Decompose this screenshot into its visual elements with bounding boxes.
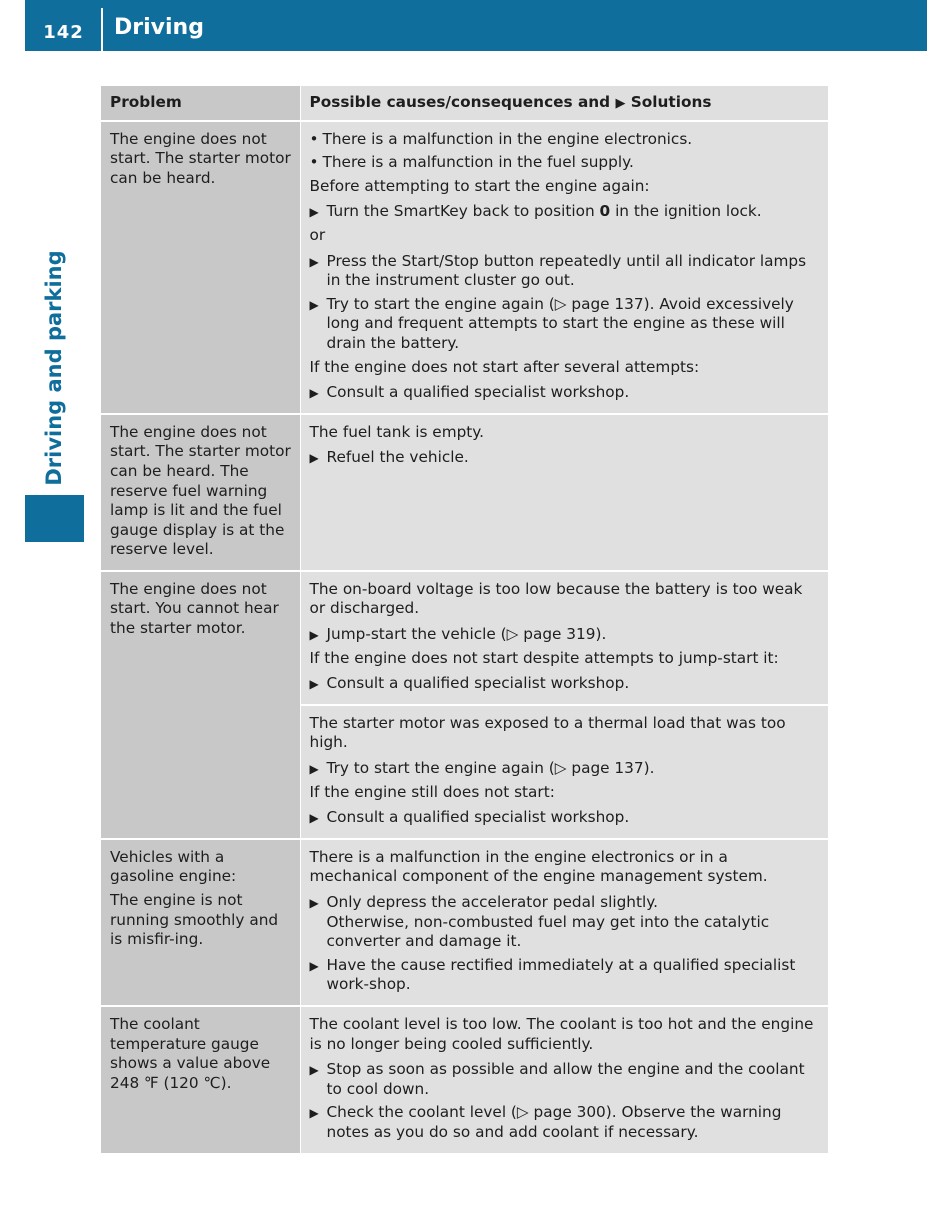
step-text: Consult a qualified specialist workshop. [326,674,630,693]
step-text: Press the Start/Stop button repeatedly until all indicator lamps in the instrument cluster go out. [326,251,807,290]
step-arrow-icon: ▶ [309,628,319,643]
cause-text: If the engine still does not start: [309,782,555,801]
step-text: Check the coolant level (▷ page 300). Observe the warning notes as you do so and add coolant if necessary. [326,1103,782,1141]
or-text: or [309,225,326,244]
step-arrow-icon: ▶ [309,451,319,466]
cause-text: If the engine does not start despite attempts to jump-start it: [309,648,779,667]
table-row [101,839,828,1006]
table-row [101,1006,828,1153]
step-arrow-icon: ▶ [309,677,319,692]
header-divider [101,8,103,51]
cause-text: Before attempting to start the engine again: [309,176,650,195]
side-section-tab [25,495,84,542]
table-row [101,121,828,414]
column-header-solutions-suffix: Solutions [630,93,712,111]
step-text: Stop as soon as possible and allow the engine and the coolant to cool down. [326,1060,805,1098]
table-header-row [101,86,828,121]
problem-cell [101,571,300,839]
problem-cell [101,1006,300,1153]
step-item [310,252,821,291]
problem-text: The engine does not start. You cannot hear the starter motor. [110,579,279,638]
step-text: Only depress the accelerator pedal slightly. [326,893,658,911]
cause-text: The coolant level is too low. The coolant is too hot and the engine is no longer being cooled sufficiently. [309,1014,814,1053]
step-arrow-icon: ▶ [309,254,319,269]
step-item [310,383,821,403]
step-item [310,893,821,952]
solution-cell [300,414,828,571]
column-header-solutions [300,86,828,121]
table-row [101,571,828,705]
step-item [310,1060,821,1099]
step-text: Refuel the vehicle. [326,448,469,467]
step-item [310,674,821,694]
step-arrow-icon: ▶ [309,762,319,777]
column-header-solutions-prefix: Possible causes/consequences and [309,93,611,111]
step-arrow-icon: ▶ [309,958,319,973]
problem-cell [101,414,300,571]
step-text: in the ignition lock. [615,202,762,221]
step-text: Have the cause rectified immediately at a qualified specialist work-shop. [326,955,796,994]
step-item [310,448,821,468]
column-header-problem: Problem [101,86,300,121]
step-text: Jump-start the vehicle (▷ page 319). [326,625,607,644]
solution-cell [300,571,828,705]
bullet-icon: • [309,129,319,148]
problem-text: The engine does not start. The starter motor can be heard. The reserve fuel warning lamp is lit and the fuel gauge display is at the reserve level. [110,422,291,559]
bullet-text: There is a malfunction in the engine electronics. [322,129,693,148]
solution-cell [300,839,828,1006]
problem-cell [101,839,300,1006]
step-arrow-icon: ▶ [309,1063,319,1078]
chapter-title: Driving [114,15,204,40]
list-item [310,130,821,150]
step-arrow-icon: ▶ [309,896,319,910]
troubleshooting-table [101,86,828,1153]
step-text: Turn the SmartKey back to position [326,202,595,221]
step-text: Try to start the engine again (▷ page 137). [326,759,655,778]
bullet-icon: • [309,153,319,172]
page-number: 142 [43,22,84,43]
step-text: Try to start the engine again (▷ page 137). Avoid excessively long and frequent attempts to start the engine as these will drain the battery. [326,294,794,352]
step-followup-text: Otherwise, non-combusted fuel may get into the catalytic converter and damage it. [326,912,770,951]
step-item [310,1103,821,1142]
step-arrow-icon: ▶ [309,205,319,220]
solution-cell [300,1006,828,1153]
step-item [310,202,821,222]
step-item [310,956,821,995]
cause-text: There is a malfunction in the engine electronics or in a mechanical component of the engine management system. [309,847,768,886]
solution-arrow-icon: ▶ [615,96,626,111]
step-text: Consult a qualified specialist workshop. [326,383,630,402]
side-section-title: Driving and parking [42,250,66,486]
step-item [310,625,821,645]
step-text: Consult a qualified specialist workshop. [326,808,630,827]
step-item [310,808,821,828]
table-row [101,414,828,571]
cause-text: The starter motor was exposed to a thermal load that was too high. [309,713,786,752]
step-arrow-icon: ▶ [309,1106,319,1121]
step-item [310,759,821,779]
step-arrow-icon: ▶ [309,386,319,401]
step-arrow-icon: ▶ [309,297,319,312]
step-arrow-icon: ▶ [309,811,319,826]
cause-text: If the engine does not start after several attempts: [309,357,700,376]
bullet-text: There is a malfunction in the fuel supply. [322,153,634,172]
list-item [310,153,821,173]
problem-text: Vehicles with a gasoline engine: [110,847,237,886]
ignition-position: 0 [599,202,611,221]
problem-text: The engine is not running smoothly and is misfir-ing. [110,891,279,949]
cause-text: The on-board voltage is too low because the battery is too weak or discharged. [309,579,803,618]
solution-cell [300,705,828,839]
problem-text: The engine does not start. The starter motor can be heard. [110,129,291,187]
cause-text: The fuel tank is empty. [309,422,485,441]
step-item [310,295,821,354]
problem-text: The coolant temperature gauge shows a value above 248 ℉ (120 ℃). [110,1014,271,1092]
solution-cell [300,121,828,414]
problem-cell [101,121,300,414]
